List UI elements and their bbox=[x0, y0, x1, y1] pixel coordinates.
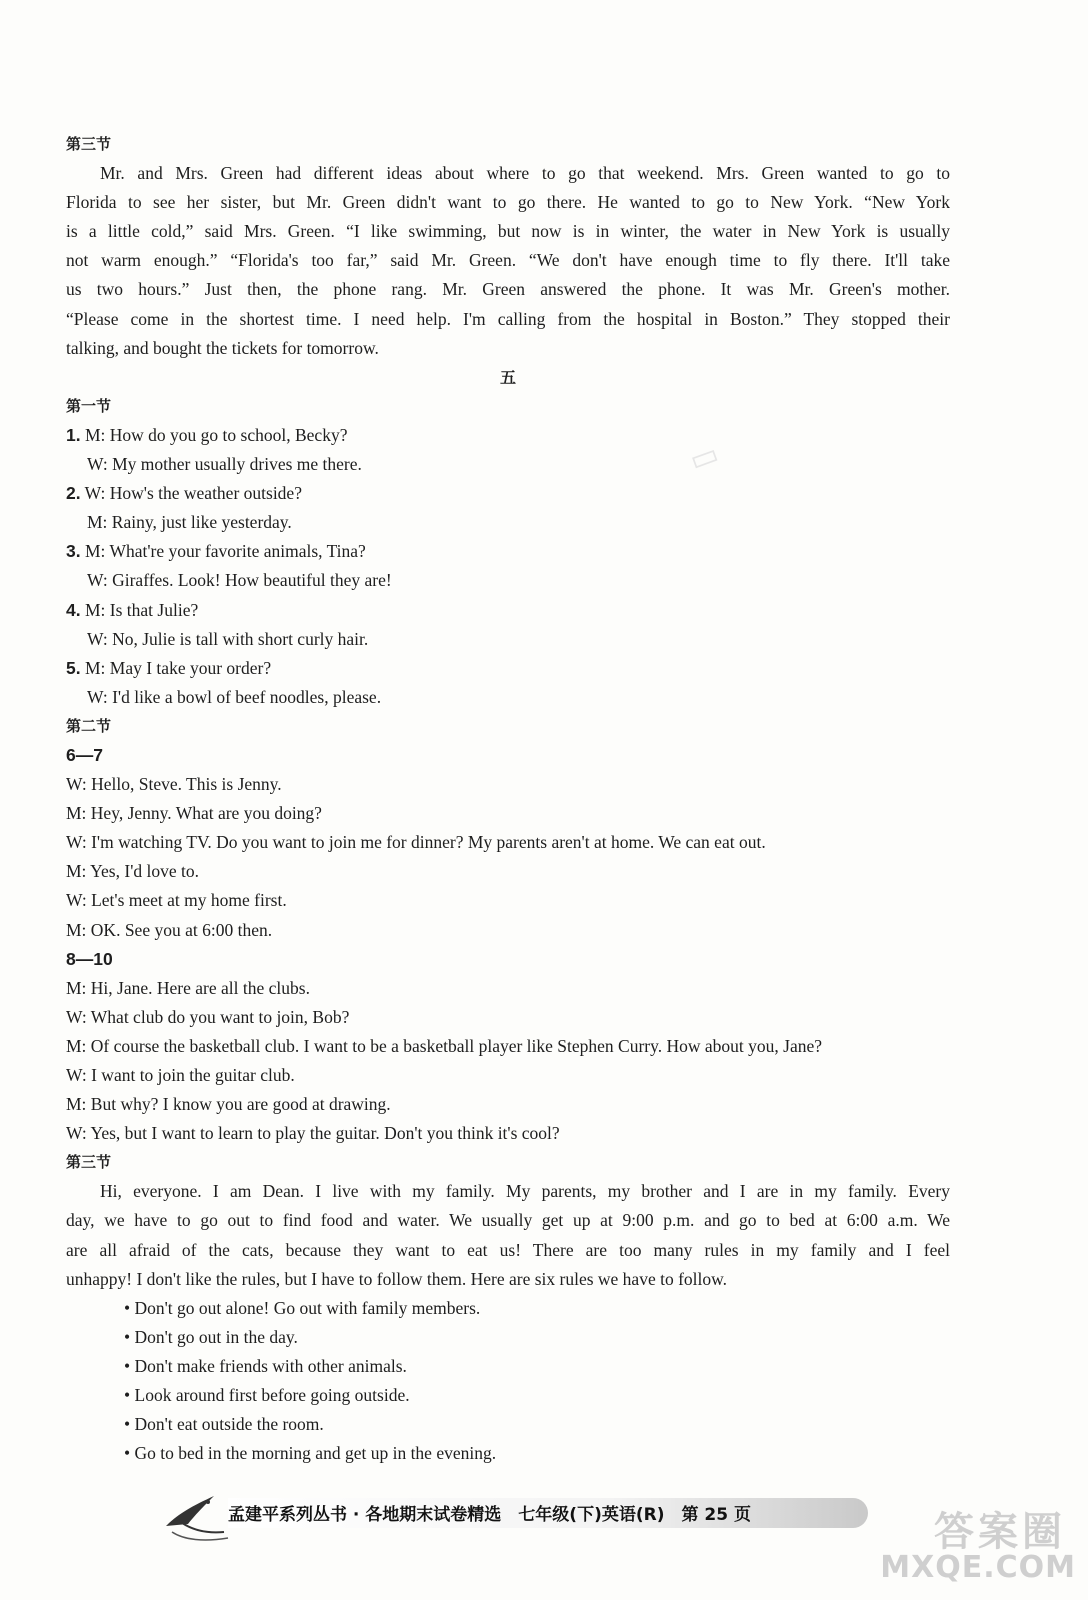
section-3b-heading: 第三节 bbox=[66, 1153, 112, 1172]
para-line: day, we have to go out to find food and water. We usually get up at 9:00 p.m. and go to bed at 6:00 a.m. We bbox=[66, 1210, 950, 1231]
rule-item: • Go to bed in the morning and get up in the evening. bbox=[124, 1443, 497, 1464]
dialog-line bbox=[66, 654, 950, 683]
section-2-heading: 第二节 bbox=[66, 716, 112, 735]
rule-item: • Don't eat outside the room. bbox=[124, 1414, 324, 1435]
para-line: “Please come in the shortest time. I need help. I'm calling from the hospital in Boston.” They stopped their bbox=[66, 308, 950, 329]
item-number: 2. bbox=[66, 483, 81, 504]
dialog-line: W: I'm watching TV. Do you want to join me for dinner? My parents aren't at home. We can eat out. bbox=[66, 832, 766, 853]
dialog-line: M: Hi, Jane. Here are all the clubs. bbox=[66, 977, 310, 998]
dialog-line: M: Rainy, just like yesterday. bbox=[87, 512, 292, 533]
item-number: 4. bbox=[66, 599, 81, 620]
swallow-logo-icon bbox=[158, 1484, 238, 1544]
rule-item: • Don't go out in the day. bbox=[124, 1326, 298, 1347]
para-line: Hi, everyone. I am Dean. I live with my family. My parents, my brother and I are in my family. Every bbox=[100, 1181, 950, 1202]
dialog-line: M: Yes, I'd love to. bbox=[66, 861, 199, 882]
dialog-text: M: What're your favorite animals, Tina? bbox=[84, 541, 366, 562]
dialog-line: W: Giraffes. Look! How beautiful they are! bbox=[87, 570, 392, 591]
section-3a-heading: 第三节 bbox=[66, 135, 112, 153]
dialog-line bbox=[66, 479, 950, 508]
dialog-line: W: I'd like a bowl of beef noodles, please. bbox=[87, 686, 382, 707]
para-line: Florida to see her sister, but Mr. Green didn't want to go there. He wanted to go to New York. “New York bbox=[66, 192, 950, 213]
dialog-line: W: I want to join the guitar club. bbox=[66, 1065, 295, 1085]
dialog-text: W: How's the weather outside? bbox=[84, 483, 302, 504]
para-line: not warm enough.” “Florida's too far,” said Mr. Green. “We don't have enough time to fly there. It'll take bbox=[66, 250, 950, 271]
dialog-line: W: No, Julie is tall with short curly hair. bbox=[87, 628, 369, 649]
page-content bbox=[66, 130, 950, 1468]
para-line: is a little cold,” said Mrs. Green. “I like swimming, but now is in winter, the water in New York is usually bbox=[66, 221, 950, 242]
dialog-line: W: My mother usually drives me there. bbox=[87, 454, 362, 475]
dialog-text: M: Is that Julie? bbox=[84, 599, 199, 620]
part-5-title: 五 bbox=[499, 367, 516, 387]
para-line: Mr. and Mrs. Green had different ideas about where to go that weekend. Mrs. Green wanted to go to bbox=[100, 163, 950, 184]
watermark-line-1: 答案圈 bbox=[934, 1509, 1066, 1555]
dialog-line bbox=[66, 596, 950, 625]
dialog-line: M: But why? I know you are good at drawing. bbox=[66, 1094, 391, 1115]
para-line: are all afraid of the cats, because they want to eat us! There are too many rules in my family and I feel bbox=[66, 1239, 950, 1260]
dialog-line: M: Hey, Jenny. What are you doing? bbox=[66, 803, 322, 824]
para-line: us two hours.” Just then, the phone rang. Mr. Green answered the phone. It was Mr. Green's mother. bbox=[66, 279, 950, 300]
dialog-line: W: What club do you want to join, Bob? bbox=[66, 1006, 350, 1027]
watermark-line-2: MXQE.COM bbox=[880, 1550, 1076, 1585]
rule-item: • Look around first before going outside. bbox=[124, 1385, 410, 1406]
dialog-line: M: OK. See you at 6:00 then. bbox=[66, 919, 273, 940]
item-number: 3. bbox=[66, 541, 81, 562]
section-1-heading: 第一节 bbox=[66, 396, 112, 415]
group-label: 6—7 bbox=[66, 744, 103, 765]
dialog-line: W: Yes, but I want to learn to play the guitar. Don't you think it's cool? bbox=[66, 1123, 560, 1144]
item-number: 1. bbox=[66, 424, 81, 445]
dialog-line bbox=[66, 421, 950, 450]
dialog-text: M: How do you go to school, Becky? bbox=[84, 424, 348, 445]
group-label: 8—10 bbox=[66, 948, 113, 969]
para-line: unhappy! I don't like the rules, but I have to follow them. Here are six rules we have to follow. bbox=[66, 1268, 728, 1289]
faint-stamp: ▭ bbox=[684, 436, 724, 479]
dialog-line: W: Let's meet at my home first. bbox=[66, 890, 287, 911]
item-number: 5. bbox=[66, 657, 81, 678]
rule-item: • Don't go out alone! Go out with family members. bbox=[124, 1297, 481, 1318]
page-footer bbox=[158, 1484, 858, 1544]
dialog-line bbox=[66, 537, 950, 566]
watermark bbox=[880, 1500, 1076, 1590]
footer-text: 孟建平系列丛书 · 各地期末试卷精选 七年级(下)英语(R) 第 25 页 bbox=[228, 1505, 751, 1525]
para-line: talking, and bought the tickets for tomorrow. bbox=[66, 337, 379, 358]
dialog-line: W: Hello, Steve. This is Jenny. bbox=[66, 774, 282, 795]
dialog-line: M: Of course the basketball club. I want to be a basketball player like Stephen Curry. How about you, Jane? bbox=[66, 1035, 823, 1056]
dialog-text: M: May I take your order? bbox=[84, 657, 272, 678]
rule-item: • Don't make friends with other animals. bbox=[124, 1355, 407, 1376]
